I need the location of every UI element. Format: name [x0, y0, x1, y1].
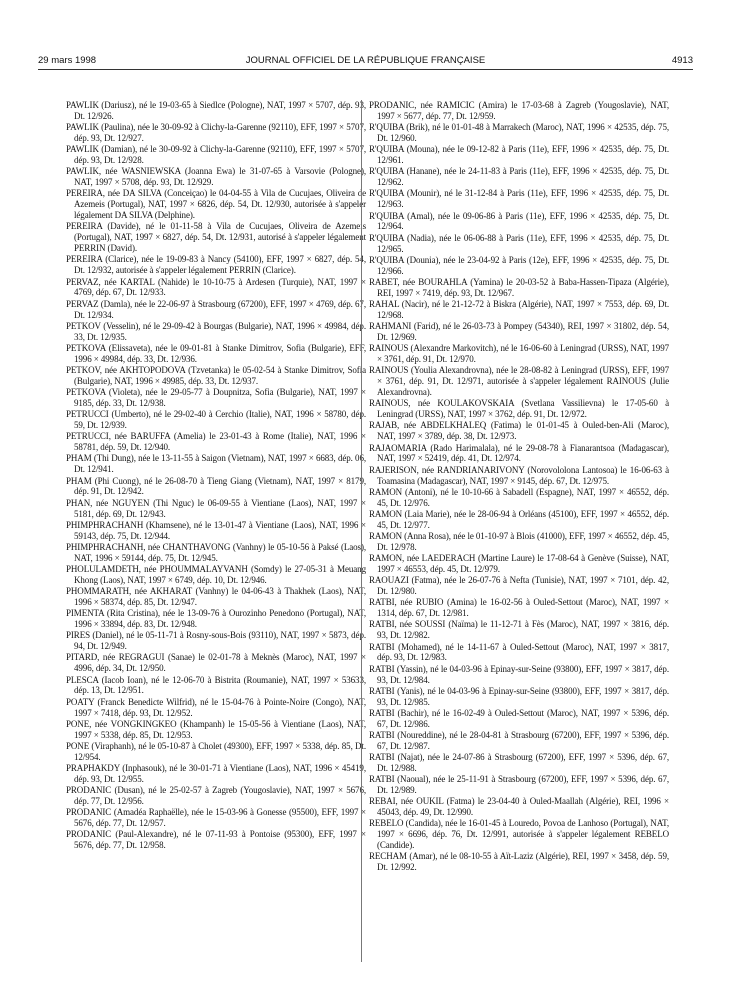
naturalization-entry: PETKOV, née AKHTOPODOVA (Tzvetanka) le 05-02-54 à Stanke Dimitrov, Sofia (Bulgarie), NAT, 1996 × 49985, dép. 33, Dt. 12/937. — [66, 365, 366, 386]
naturalization-entry: PRODANIC (Dusan), né le 25-02-57 à Zagreb (Yougoslavie), NAT, 1997 × 5676, dép. 77, Dt. 12/956. — [66, 785, 366, 806]
naturalization-entry: PEREIRA (Davide), né le 01-11-58 à Vila de Cucujaes, Oliveira de Azemeis (Portugal), NAT, 1997 × 6827, dép. 54, Dt. 12/931, autorisé à s'appeler légalement PERRIN (David). — [66, 221, 366, 254]
naturalization-entry: PETRUCCI, née BARUFFA (Amelia) le 23-01-43 à Rome (Italie), NAT, 1996 × 58781, dép. 59, Dt. 12/940. — [66, 431, 366, 453]
naturalization-entry: PONE (Viraphanh), né le 05-10-87 à Cholet (49300), EFF, 1997 × 5338, dép. 85, Dt. 12/954. — [66, 740, 366, 762]
naturalization-entry: RABET, née BOURAHLA (Yamina) le 20-03-52 à Baba-Hassen-Tipaza (Algérie), REI, 1997 × 7419, dép. 93, Dt. 12/967. — [369, 276, 669, 298]
naturalization-entry: R'QUIBA (Hanane), née le 24-11-83 à Paris (11e), EFF, 1996 × 42535, dép. 75, Dt. 12/962. — [369, 166, 669, 188]
naturalization-entry: RATBI (Mohamed), né le 14-11-67 à Ouled-Settout (Maroc), NAT, 1997 × 3817, dép. 93, Dt. 12/983. — [369, 641, 669, 663]
naturalization-entry: PETKOVA (Elissaveta), née le 09-01-81 à Stanke Dimitrov, Sofia (Bulgarie), EFF, 1996 × 49984, dép. 33, Dt. 12/936. — [66, 342, 366, 364]
naturalization-entry: PERVAZ (Damla), née le 22-06-97 à Strasbourg (67200), EFF, 1997 × 4769, dép. 67, Dt. 12/934. — [66, 298, 366, 320]
naturalization-entry: PITARD, née REGRAGUI (Sanae) le 02-01-78 à Meknès (Maroc), NAT, 1997 × 4996, dép. 34, Dt. 12/950. — [66, 652, 366, 674]
naturalization-entry: PHIMPHRACHANH (Khamsene), né le 13-01-47 à Vientiane (Laos), NAT, 1996 × 59143, dép. 75, Dt. 12/944. — [66, 519, 366, 541]
naturalization-entry: RATBI (Bachir), né le 16-02-49 à Ouled-Settout (Maroc), NAT, 1997 × 5396, dép. 67, Dt. 12/986. — [369, 707, 669, 729]
left-column — [66, 100, 366, 851]
page-header — [38, 55, 693, 69]
naturalization-entry: PETKOVA (Violeta), née le 29-05-77 à Doupnitza, Sofia (Bulgarie), NAT, 1997 × 9185, dép. 33, Dt. 12/938. — [66, 387, 366, 409]
journal-title: JOURNAL OFFICIEL DE LA RÉPUBLIQUE FRANÇAISE — [245, 55, 486, 66]
naturalization-entry: PHAN, née NGUYEN (Thi Nguc) le 06-09-55 à Vientiane (Laos), NAT, 1997 × 5181, dép. 69, Dt. 12/943. — [66, 497, 366, 519]
naturalization-entry: RECHAM (Amar), né le 08-10-55 à Aït-Laziz (Algérie), REI, 1997 × 3458, dép. 59, Dt. 12/992. — [369, 851, 669, 873]
naturalization-entry: PHOMMARATH, née AKHARAT (Vanhny) le 04-06-43 à Thakhek (Laos), NAT, 1996 × 58374, dép. 85, Dt. 12/947. — [66, 586, 366, 608]
naturalization-entry: R'QUIBA (Brik), né le 01-01-48 à Marrakech (Maroc), NAT, 1996 × 42535, dép. 75, Dt. 12/960. — [369, 122, 669, 144]
naturalization-entry: PAWLIK (Paulina), née le 30-09-92 à Clichy-la-Garenne (92110), EFF, 1997 × 5707, dép. 93, Dt. 12/927. — [66, 122, 366, 144]
naturalization-entry: PHIMPHRACHANH, née CHANTHAVONG (Vanhny) le 05-10-56 à Paksé (Laos), NAT, 1996 × 59144, dép. 75, Dt. 12/945. — [66, 541, 366, 563]
naturalization-entry: RAHAL (Nacir), né le 21-12-72 à Biskra (Algérie), NAT, 1997 × 7553, dép. 69, Dt. 12/968. — [369, 298, 669, 320]
naturalization-entry: RATBI (Yanis), né le 04-03-96 à Epinay-sur-Seine (93800), EFF, 1997 × 3817, dép. 93, Dt. 12/985. — [369, 685, 669, 707]
naturalization-entry: RAINOUS, née KOULAKOVSKAIA (Svetlana Vassilievna) le 17-05-60 à Leningrad (URSS), NAT, 1997 × 3762, dép. 91, Dt. 12/972. — [369, 398, 669, 420]
naturalization-entry: RATBI (Naoual), née le 25-11-91 à Strasbourg (67200), EFF, 1997 × 5396, dép. 67, Dt. 12/989. — [369, 774, 669, 796]
naturalization-entry: REBAI, née OUKIL (Fatma) le 23-04-40 à Ouled-Maallah (Algérie), REI, 1996 × 45043, dép. 49, Dt. 12/990. — [369, 796, 669, 818]
naturalization-entry: RATBI (Yassin), né le 04-03-96 à Epinay-sur-Seine (93800), EFF, 1997 × 3817, dép. 93, Dt. 12/984. — [369, 663, 669, 685]
naturalization-entry: PEREIRA (Clarice), née le 19-09-83 à Nancy (54100), EFF, 1997 × 6827, dép. 54, Dt. 12/932, autorisée à s'appeler légalement PERRIN (Clarice). — [66, 254, 366, 276]
naturalization-entry: RATBI, née RUBIO (Amina) le 16-02-56 à Ouled-Settout (Maroc), NAT, 1997 × 1314, dép. 67, Dt. 12/981. — [369, 597, 669, 619]
naturalization-entry: POATY (Franck Benedicte Wilfrid), né le 15-04-76 à Pointe-Noire (Congo), NAT, 1997 × 7418, dép. 93, Dt. 12/952. — [66, 696, 366, 718]
naturalization-entry: RAMON, née LAEDERACH (Martine Laure) le 17-08-64 à Genève (Suisse), NAT, 1997 × 46553, dép. 45, Dt. 12/979. — [369, 553, 669, 574]
naturalization-entry: RAINOUS (Youlia Alexandrovna), née le 28-08-82 à Leningrad (URSS), EFF, 1997 × 3761, dép. 91, Dt. 12/971, autorisée à s'appeler légalement RAINOUS (Julie Alexandrovna). — [369, 365, 669, 398]
naturalization-entry: PRODANIC (Paul-Alexandre), né le 07-11-93 à Pontoise (95300), EFF, 1997 × 5676, dép. 77, Dt. 12/958. — [66, 829, 366, 851]
naturalization-entry: PIMENTA (Rita Cristina), née le 13-09-76 à Ourozinho Penedono (Portugal), NAT, 1996 × 33894, dép. 83, Dt. 12/948. — [66, 608, 366, 630]
naturalization-entry: PHAM (Phi Cuong), né le 26-08-70 à Tieng Giang (Vietnam), NAT, 1997 × 8179, dép. 91, Dt. 12/942. — [66, 475, 366, 497]
naturalization-entry: PHOLULAMDETH, née PHOUMMALAYVANH (Somdy) le 27-05-31 à Meuang Khong (Laos), NAT, 1997 × 6749, dép. 10, Dt. 12/946. — [66, 564, 366, 585]
naturalization-entry: R'QUIBA (Mounir), né le 31-12-84 à Paris (11e), EFF, 1996 × 42535, dép. 75, Dt. 12/963. — [369, 188, 669, 210]
naturalization-entry: PRODANIC, née RAMICIC (Amira) le 17-03-68 à Zagreb (Yougoslavie), NAT, 1997 × 5677, dép. 77, Dt. 12/959. — [369, 100, 669, 121]
naturalization-entry: RAMON (Anna Rosa), née le 01-10-97 à Blois (41000), EFF, 1997 × 46552, dép. 45, Dt. 12/978. — [369, 530, 669, 552]
naturalization-entry: PAWLIK (Damian), né le 30-09-92 à Clichy-la-Garenne (92110), EFF, 1997 × 5707, dép. 93, Dt. 12/928. — [66, 144, 366, 166]
publication-date: 29 mars 1998 — [38, 55, 97, 66]
naturalization-entry: PHAM (Thi Dung), née le 13-11-55 à Saigon (Vietnam), NAT, 1997 × 6683, dép. 06, Dt. 12/941. — [66, 453, 366, 475]
naturalization-entry: PRODANIC (Amadéa Raphaëlle), née le 15-03-96 à Gonesse (95500), EFF, 1997 × 5676, dép. 77, Dt. 12/957. — [66, 807, 366, 829]
naturalization-entry: PIRES (Daniel), né le 05-11-71 à Rosny-sous-Bois (93110), NAT, 1997 × 5873, dép. 94, Dt. 12/949. — [66, 630, 366, 652]
header-rule — [38, 69, 693, 70]
naturalization-entry: RAMON (Antoni), né le 10-10-66 à Sabadell (Espagne), NAT, 1997 × 46552, dép. 45, Dt. 12/976. — [369, 486, 669, 508]
naturalization-entry: RAJAB, née ABDELKHALEQ (Fatima) le 01-01-45 à Ouled-ben-Ali (Maroc), NAT, 1997 × 3789, dép. 38, Dt. 12/973. — [369, 420, 669, 442]
naturalization-entry: RAMON (Laia Marie), née le 28-06-94 à Orléans (45100), EFF, 1997 × 46552, dép. 45, Dt. 12/977. — [369, 508, 669, 530]
naturalization-entry: RAOUAZI (Fatma), née le 26-07-76 à Nefta (Tunisie), NAT, 1997 × 7101, dép. 42, Dt. 12/980. — [369, 575, 669, 597]
naturalization-entry: R'QUIBA (Amal), née le 09-06-86 à Paris (11e), EFF, 1996 × 42535, dép. 75, Dt. 12/964. — [369, 210, 669, 232]
naturalization-entry: PERVAZ, née KARTAL (Nahide) le 10-10-75 à Ardesen (Turquie), NAT, 1997 × 4769, dép. 67, Dt. 12/933. — [66, 276, 366, 298]
naturalization-entry: PETKOV (Vesselin), né le 29-09-42 à Bourgas (Bulgarie), NAT, 1996 × 49984, dép. 33, Dt. 12/935. — [66, 320, 366, 342]
right-column — [369, 100, 669, 874]
naturalization-entry: RATBI, née SOUSSI (Naïma) le 11-12-71 à Fès (Maroc), NAT, 1997 × 3816, dép. 93, Dt. 12/982. — [369, 619, 669, 641]
naturalization-entry: RAJAOMARIA (Rado Harimalala), né le 29-08-78 à Fianarantsoa (Madagascar), NAT, 1997 × 52419, dép. 41, Dt. 12/974. — [369, 442, 669, 464]
naturalization-entry: RATBI (Noureddine), né le 28-04-81 à Strasbourg (67200), EFF, 1997 × 5396, dép. 67, Dt. 12/987. — [369, 729, 669, 751]
naturalization-entry: R'QUIBA (Nadia), née le 06-06-88 à Paris (11e), EFF, 1996 × 42535, dép. 75, Dt. 12/965. — [369, 232, 669, 254]
naturalization-entry: R'QUIBA (Mouna), née le 09-12-82 à Paris (11e), EFF, 1996 × 42535, dép. 75, Dt. 12/961. — [369, 144, 669, 166]
page-number: 4913 — [671, 55, 693, 66]
column-divider — [361, 100, 362, 962]
naturalization-entry: PLESCA (Iacob Ioan), né le 12-06-70 à Bistrita (Roumanie), NAT, 1997 × 53633, dép. 13, Dt. 12/951. — [66, 674, 366, 696]
naturalization-entry: R'QUIBA (Dounia), née le 23-04-92 à Paris (12e), EFF, 1996 × 42535, dép. 75, Dt. 12/966. — [369, 254, 669, 276]
naturalization-entry: RATBI (Najat), née le 24-07-86 à Strasbourg (67200), EFF, 1997 × 5396, dép. 67, Dt. 12/988. — [369, 752, 669, 773]
naturalization-entry: PETRUCCI (Umberto), né le 29-02-40 à Cerchio (Italie), NAT, 1996 × 58780, dép. 59, Dt. 12/939. — [66, 409, 366, 431]
naturalization-entry: PONE, née VONGKINGKEO (Khampanh) le 15-05-56 à Vientiane (Laos), NAT, 1997 × 5338, dép. 85, Dt. 12/953. — [66, 718, 366, 740]
naturalization-entry: RAJERISON, née RANDRIANARIVONY (Norovololona Lantosoa) le 16-06-63 à Toamasina (Madagascar), NAT, 1997 × 9145, dép. 67, Dt. 12/975. — [369, 464, 669, 486]
naturalization-entry: PEREIRA, née DA SILVA (Conceiçao) le 04-04-55 à Vila de Cucujaes, Oliveira de Azemeis (Portugal), NAT, 1997 × 6826, dép. 54, Dt. 12/930, autorisée à s'appeler légalement DA SILVA (Delphine). — [66, 188, 366, 221]
naturalization-entry: PAWLIK, née WASNIEWSKA (Joanna Ewa) le 31-07-65 à Varsovie (Pologne), NAT, 1997 × 5708, dép. 93, Dt. 12/929. — [66, 166, 366, 188]
naturalization-entry: RAINOUS (Alexandre Markovitch), né le 16-06-60 à Leningrad (URSS), NAT, 1997 × 3761, dép. 91, Dt. 12/970. — [369, 343, 669, 365]
naturalization-entry: PRAPHAKDY (Inphasouk), né le 30-01-71 à Vientiane (Laos), NAT, 1996 × 45419, dép. 93, Dt. 12/955. — [66, 762, 366, 784]
naturalization-entry: REBELO (Candida), née le 16-01-45 à Louredo, Povoa de Lanhoso (Portugal), NAT, 1997 × 6696, dép. 76, Dt. 12/991, autorisée à s'appeler légalement REBELO (Candide). — [369, 818, 669, 851]
naturalization-entry: RAHMANI (Farid), né le 26-03-73 à Pompey (54340), REI, 1997 × 31802, dép. 54, Dt. 12/969. — [369, 321, 669, 342]
naturalization-entry: PAWLIK (Dariusz), né le 19-03-65 à Siedlce (Pologne), NAT, 1997 × 5707, dép. 93, Dt. 12/926. — [66, 100, 366, 121]
